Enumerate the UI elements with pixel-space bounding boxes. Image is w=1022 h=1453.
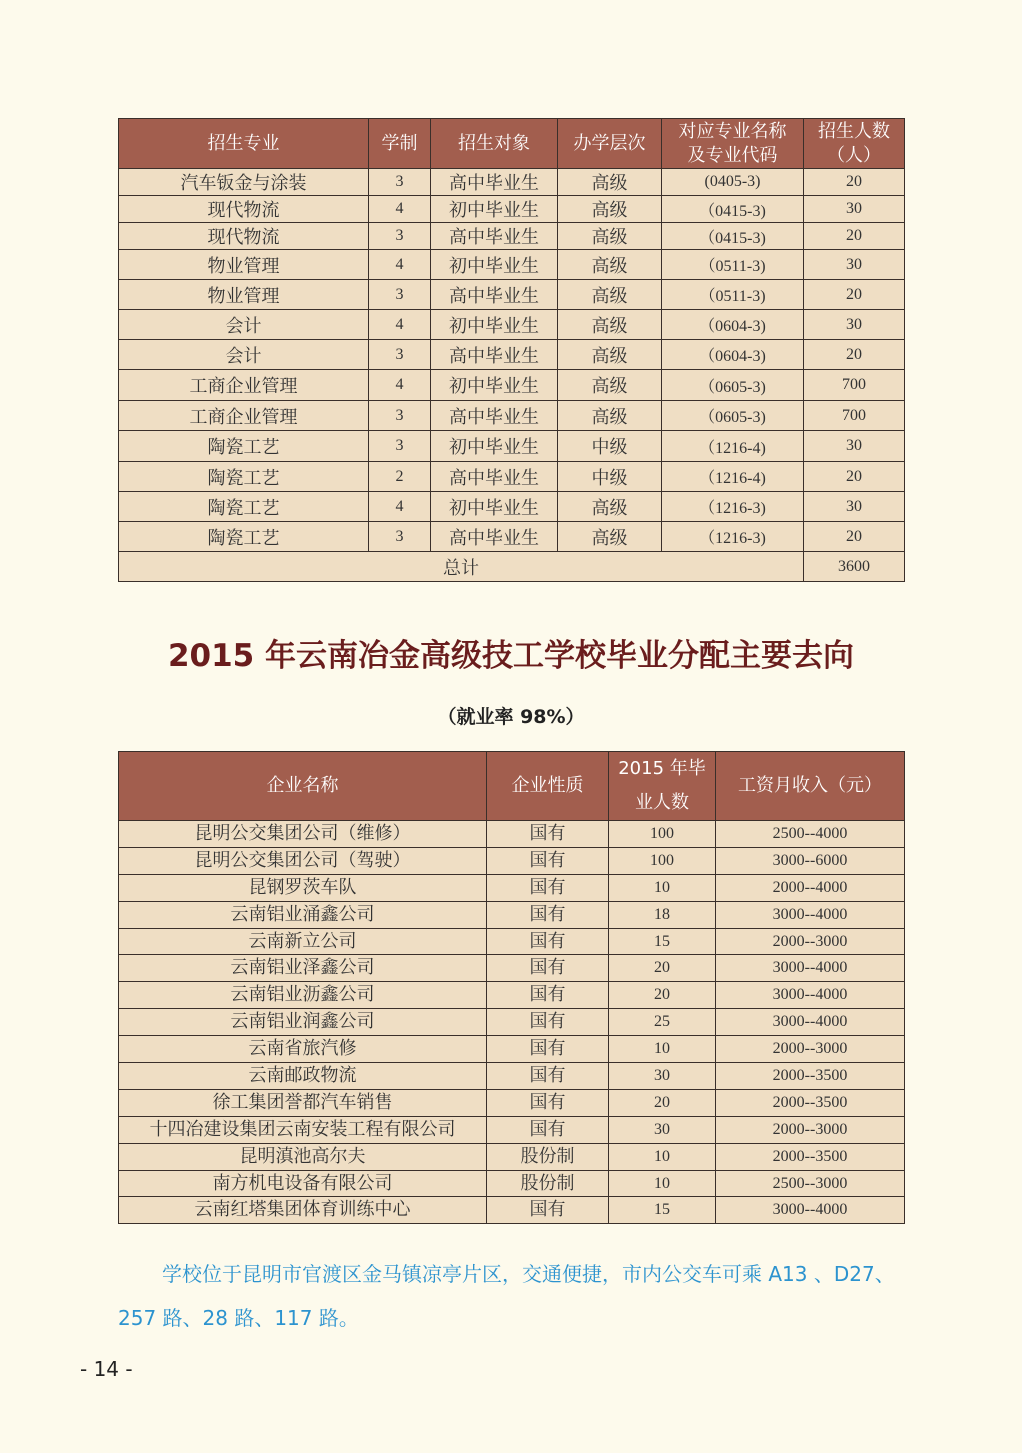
header-grads — [609, 752, 716, 821]
cell-company: 云南铝业涌鑫公司 — [119, 901, 487, 928]
table-row — [119, 982, 905, 1009]
cell-code: （0511-3) — [662, 250, 804, 280]
cell-duration: 4 — [369, 370, 431, 401]
cell-salary: 3000--6000 — [716, 847, 905, 874]
cell-duration: 3 — [369, 223, 431, 250]
table-row — [119, 1116, 905, 1143]
cell-major: 陶瓷工艺 — [119, 492, 369, 522]
cell-target: 初中毕业生 — [431, 370, 558, 401]
cell-count: 20 — [804, 169, 905, 196]
table-row — [119, 370, 905, 401]
cell-code: (0405-3) — [662, 169, 804, 196]
cell-nature: 国有 — [487, 874, 609, 901]
cell-salary: 3000--4000 — [716, 955, 905, 982]
cell-nature: 国有 — [487, 1063, 609, 1090]
cell-nature: 股份制 — [487, 1170, 609, 1197]
table-row — [119, 1089, 905, 1116]
cell-duration: 2 — [369, 462, 431, 492]
cell-nature: 国有 — [487, 928, 609, 955]
employment-table — [118, 751, 905, 1224]
cell-salary: 2000--3000 — [716, 1036, 905, 1063]
cell-nature: 国有 — [487, 821, 609, 848]
cell-grads: 15 — [609, 928, 716, 955]
cell-target: 初中毕业生 — [431, 431, 558, 462]
employment-rate: （就业率 98%） — [437, 706, 585, 728]
cell-major: 现代物流 — [119, 223, 369, 250]
cell-duration: 3 — [369, 280, 431, 310]
table-row — [119, 462, 905, 492]
cell-count: 30 — [804, 431, 905, 462]
cell-level: 高级 — [558, 370, 662, 401]
cell-duration: 4 — [369, 196, 431, 223]
cell-code: （0415-3) — [662, 223, 804, 250]
cell-duration: 3 — [369, 522, 431, 552]
cell-company: 云南铝业沥鑫公司 — [119, 982, 487, 1009]
cell-duration: 3 — [369, 340, 431, 370]
cell-major: 工商企业管理 — [119, 401, 369, 431]
cell-target: 高中毕业生 — [431, 462, 558, 492]
table-row — [119, 340, 905, 370]
cell-major: 陶瓷工艺 — [119, 431, 369, 462]
cell-count: 20 — [804, 462, 905, 492]
table-row — [119, 1143, 905, 1170]
table-row — [119, 1009, 905, 1036]
table-row — [119, 310, 905, 340]
cell-company: 云南红塔集团体育训练中心 — [119, 1197, 487, 1224]
cell-grads: 10 — [609, 1143, 716, 1170]
cell-target: 初中毕业生 — [431, 250, 558, 280]
cell-grads: 20 — [609, 982, 716, 1009]
table-row — [119, 492, 905, 522]
cell-level: 高级 — [558, 223, 662, 250]
cell-target: 初中毕业生 — [431, 492, 558, 522]
cell-major: 会计 — [119, 310, 369, 340]
cell-grads: 10 — [609, 874, 716, 901]
cell-target: 高中毕业生 — [431, 340, 558, 370]
cell-count: 700 — [804, 401, 905, 431]
cell-code: （1216-4) — [662, 431, 804, 462]
cell-grads: 18 — [609, 901, 716, 928]
table-row — [119, 955, 905, 982]
cell-target: 高中毕业生 — [431, 169, 558, 196]
table-row — [119, 1170, 905, 1197]
cell-code: （0605-3) — [662, 370, 804, 401]
table-row — [119, 847, 905, 874]
cell-target: 初中毕业生 — [431, 310, 558, 340]
table-row — [119, 874, 905, 901]
total-row — [119, 552, 905, 582]
cell-duration: 4 — [369, 250, 431, 280]
table-row — [119, 821, 905, 848]
enrollment-table — [118, 118, 905, 582]
cell-major: 物业管理 — [119, 280, 369, 310]
cell-salary: 2000--3500 — [716, 1089, 905, 1116]
cell-code: （1216-4) — [662, 462, 804, 492]
header-salary: 工资月收入（元） — [716, 752, 905, 821]
cell-level: 高级 — [558, 280, 662, 310]
cell-salary: 2000--4000 — [716, 874, 905, 901]
cell-grads: 20 — [609, 955, 716, 982]
cell-count: 20 — [804, 340, 905, 370]
cell-duration: 4 — [369, 492, 431, 522]
cell-grads: 30 — [609, 1063, 716, 1090]
cell-nature: 股份制 — [487, 1143, 609, 1170]
cell-nature: 国有 — [487, 1197, 609, 1224]
table-row — [119, 401, 905, 431]
cell-major: 物业管理 — [119, 250, 369, 280]
total-value: 3600 — [804, 552, 905, 582]
cell-target: 高中毕业生 — [431, 522, 558, 552]
cell-salary: 2000--3000 — [716, 928, 905, 955]
cell-salary: 3000--4000 — [716, 901, 905, 928]
cell-salary: 3000--4000 — [716, 982, 905, 1009]
cell-code: （0415-3) — [662, 196, 804, 223]
cell-level: 高级 — [558, 401, 662, 431]
cell-level: 高级 — [558, 522, 662, 552]
cell-salary: 2000--3500 — [716, 1063, 905, 1090]
cell-level: 高级 — [558, 340, 662, 370]
header-company: 企业名称 — [119, 752, 487, 821]
cell-salary: 2000--3000 — [716, 1116, 905, 1143]
school-address: 学校位于昆明市官渡区金马镇凉亭片区，交通便捷，市内公交车可乘 A13 、D27、257 路、28 路、117 路。 — [118, 1262, 895, 1330]
cell-company: 云南铝业泽鑫公司 — [119, 955, 487, 982]
cell-level: 高级 — [558, 310, 662, 340]
cell-nature: 国有 — [487, 1009, 609, 1036]
cell-count: 20 — [804, 280, 905, 310]
cell-salary: 3000--4000 — [716, 1197, 905, 1224]
header-code — [662, 119, 804, 169]
page-number: - 14 - — [80, 1357, 133, 1381]
cell-grads: 100 — [609, 847, 716, 874]
cell-code: （0604-3) — [662, 310, 804, 340]
header-target: 招生对象 — [431, 119, 558, 169]
cell-level: 高级 — [558, 196, 662, 223]
cell-target: 初中毕业生 — [431, 196, 558, 223]
header-grads-line2: 业人数 — [635, 792, 689, 813]
cell-nature: 国有 — [487, 982, 609, 1009]
cell-company: 十四冶建设集团云南安装工程有限公司 — [119, 1116, 487, 1143]
cell-count: 30 — [804, 310, 905, 340]
table-row — [119, 223, 905, 250]
cell-count: 30 — [804, 492, 905, 522]
cell-code: （0604-3) — [662, 340, 804, 370]
cell-major: 会计 — [119, 340, 369, 370]
employment-header-row — [119, 752, 905, 821]
cell-nature: 国有 — [487, 1089, 609, 1116]
cell-grads: 10 — [609, 1036, 716, 1063]
header-level: 办学层次 — [558, 119, 662, 169]
cell-count: 20 — [804, 223, 905, 250]
cell-duration: 3 — [369, 169, 431, 196]
cell-company: 云南铝业润鑫公司 — [119, 1009, 487, 1036]
cell-count: 30 — [804, 196, 905, 223]
cell-code: （1216-3) — [662, 522, 804, 552]
table-row — [119, 250, 905, 280]
cell-grads: 100 — [609, 821, 716, 848]
header-count — [804, 119, 905, 169]
employment-title: 2015 年云南冶金高级技工学校毕业分配主要去向 — [167, 638, 855, 674]
table-row — [119, 1036, 905, 1063]
cell-level: 高级 — [558, 169, 662, 196]
cell-nature: 国有 — [487, 901, 609, 928]
cell-count: 20 — [804, 522, 905, 552]
cell-salary: 2000--3500 — [716, 1143, 905, 1170]
header-code-line2: 及专业代码 — [687, 144, 778, 166]
cell-level: 高级 — [558, 250, 662, 280]
table-row — [119, 1063, 905, 1090]
cell-nature: 国有 — [487, 955, 609, 982]
cell-grads: 20 — [609, 1089, 716, 1116]
table-row — [119, 901, 905, 928]
cell-company: 云南省旅汽修 — [119, 1036, 487, 1063]
table-row — [119, 1197, 905, 1224]
cell-salary: 2500--3000 — [716, 1170, 905, 1197]
cell-level: 中级 — [558, 431, 662, 462]
enrollment-header-row — [119, 119, 905, 169]
header-major: 招生专业 — [119, 119, 369, 169]
cell-count: 30 — [804, 250, 905, 280]
cell-level: 高级 — [558, 492, 662, 522]
cell-target: 高中毕业生 — [431, 223, 558, 250]
cell-duration: 3 — [369, 431, 431, 462]
cell-grads: 30 — [609, 1116, 716, 1143]
cell-nature: 国有 — [487, 1036, 609, 1063]
table-row — [119, 280, 905, 310]
cell-major: 现代物流 — [119, 196, 369, 223]
cell-grads: 25 — [609, 1009, 716, 1036]
cell-code: （1216-3) — [662, 492, 804, 522]
header-nature: 企业性质 — [487, 752, 609, 821]
cell-company: 徐工集团誉都汽车销售 — [119, 1089, 487, 1116]
cell-company: 南方机电设备有限公司 — [119, 1170, 487, 1197]
cell-level: 中级 — [558, 462, 662, 492]
header-count-line1: 招生人数 — [818, 120, 890, 142]
cell-company: 昆钢罗茨车队 — [119, 874, 487, 901]
cell-code: （0511-3) — [662, 280, 804, 310]
cell-major: 陶瓷工艺 — [119, 462, 369, 492]
cell-duration: 4 — [369, 310, 431, 340]
cell-major: 汽车钣金与涂装 — [119, 169, 369, 196]
header-duration: 学制 — [369, 119, 431, 169]
cell-company: 昆明公交集团公司（维修） — [119, 821, 487, 848]
cell-code: （0605-3) — [662, 401, 804, 431]
header-code-line1: 对应专业名称 — [678, 120, 787, 142]
cell-major: 陶瓷工艺 — [119, 522, 369, 552]
table-row — [119, 196, 905, 223]
cell-company: 云南邮政物流 — [119, 1063, 487, 1090]
table-row — [119, 928, 905, 955]
cell-nature: 国有 — [487, 1116, 609, 1143]
cell-company: 昆明滇池高尔夫 — [119, 1143, 487, 1170]
total-label: 总计 — [119, 552, 804, 582]
cell-duration: 3 — [369, 401, 431, 431]
cell-target: 高中毕业生 — [431, 280, 558, 310]
cell-nature: 国有 — [487, 847, 609, 874]
cell-major: 工商企业管理 — [119, 370, 369, 401]
header-grads-line1: 2015 年毕 — [618, 758, 706, 779]
cell-salary: 2500--4000 — [716, 821, 905, 848]
table-row — [119, 169, 905, 196]
cell-target: 高中毕业生 — [431, 401, 558, 431]
cell-grads: 15 — [609, 1197, 716, 1224]
table-row — [119, 431, 905, 462]
cell-grads: 10 — [609, 1170, 716, 1197]
cell-salary: 3000--4000 — [716, 1009, 905, 1036]
table-row — [119, 522, 905, 552]
cell-count: 700 — [804, 370, 905, 401]
cell-company: 云南新立公司 — [119, 928, 487, 955]
header-count-line2: （人） — [827, 144, 881, 166]
cell-company: 昆明公交集团公司（驾驶） — [119, 847, 487, 874]
